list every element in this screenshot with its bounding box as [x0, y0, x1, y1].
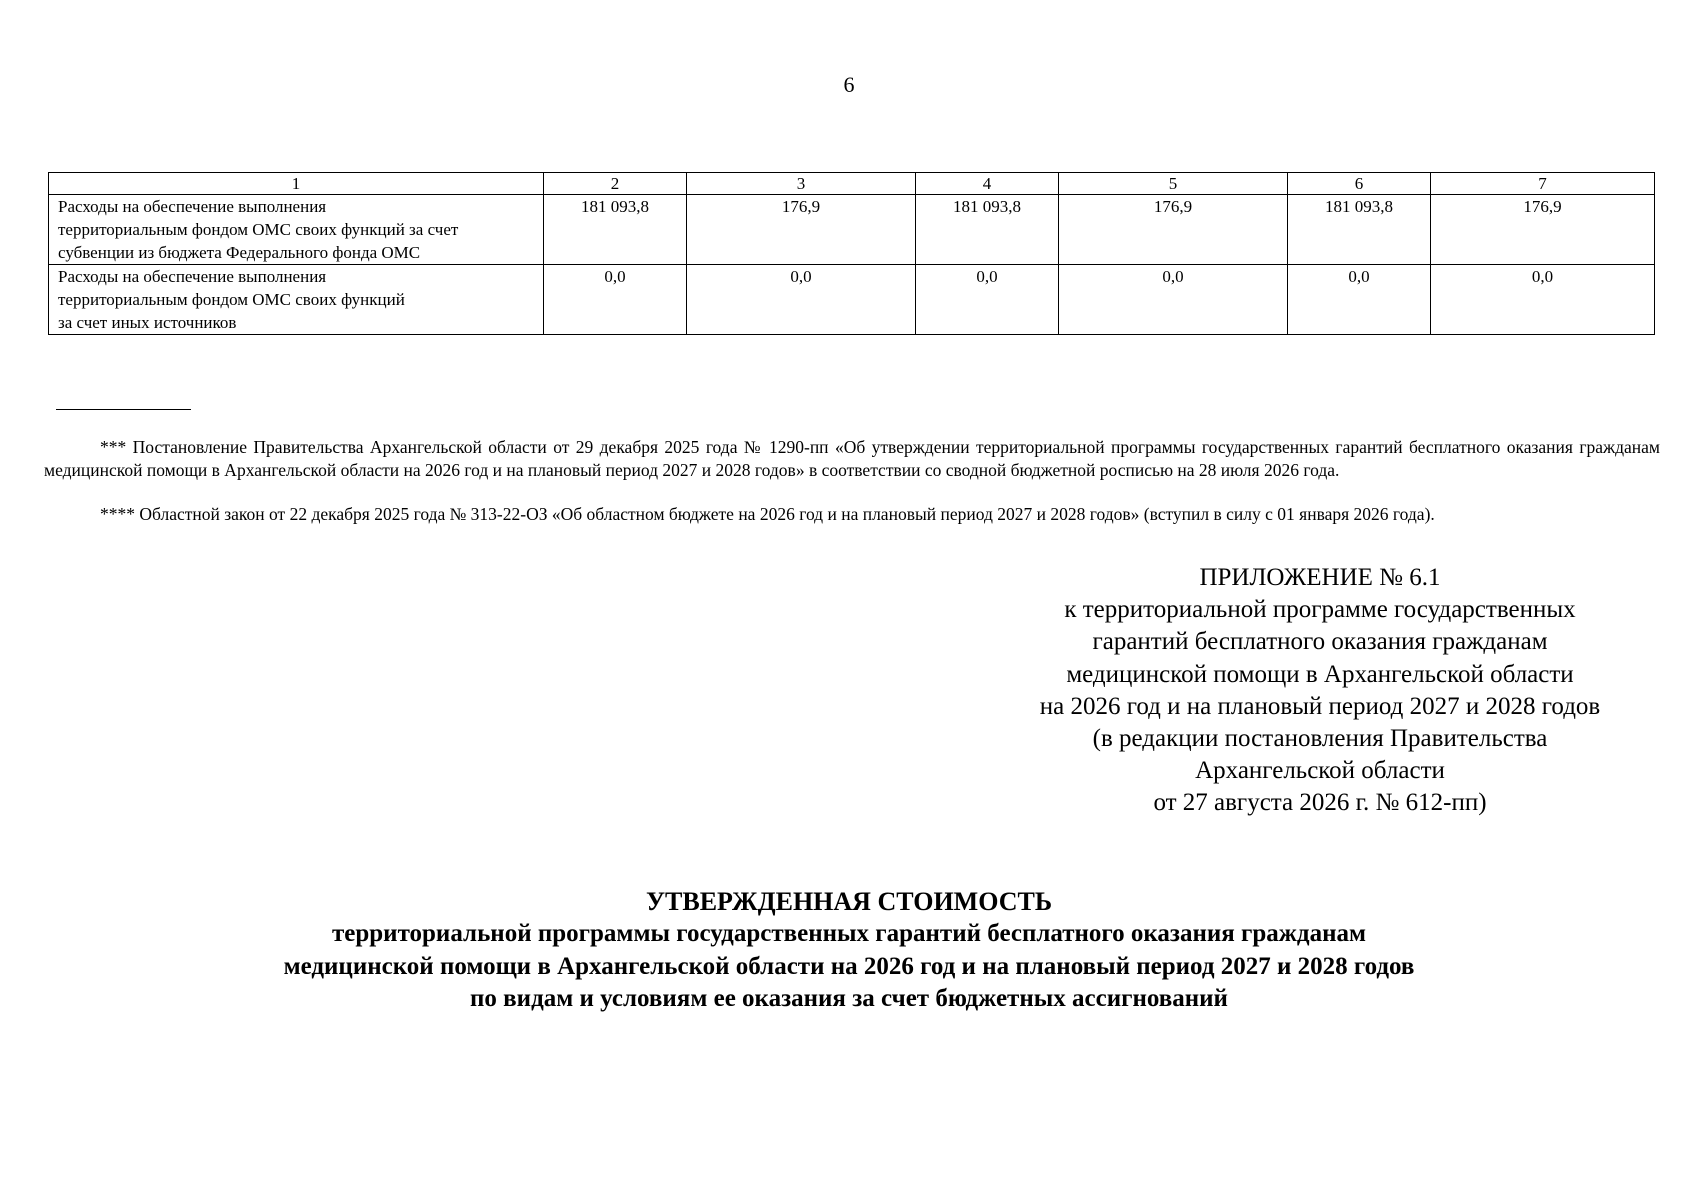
- appendix-line: (в редакции постановления Правительства: [1092, 725, 1548, 753]
- row-label-cell: [49, 195, 544, 265]
- row-label-line: за счет иных источников: [58, 313, 237, 332]
- value-cell: 176,9: [1431, 195, 1655, 265]
- value-cell: 0,0: [1431, 265, 1655, 335]
- heading-title: УТВЕРЖДЕННАЯ СТОИМОСТЬ: [645, 887, 1053, 916]
- column-number-header: 5: [1059, 173, 1288, 195]
- column-number-header: 6: [1288, 173, 1431, 195]
- heading-subtitle-line: территориальной программы государственных гарантий бесплатного оказания гражданам: [331, 920, 1367, 947]
- appendix-line: Архангельской области: [1195, 757, 1445, 785]
- row-label-line: территориальным фондом ОМС своих функций за счет: [58, 220, 459, 239]
- column-number-header: 4: [916, 173, 1059, 195]
- value-cell: 181 093,8: [916, 195, 1059, 265]
- row-label-line: Расходы на обеспечение выполнения: [58, 267, 327, 286]
- appendix-line: на 2026 год и на плановый период 2027 и 2028 годов: [1039, 692, 1601, 720]
- footnote-government-resolution: *** Постановление Правительства Архангельской области от 29 декабря 2025 года № 1290-пп «Об утверждении территориальной программы государственных гарантий бесплатного оказания гражданам медицинской помощи в Архангельской области на 2026 год и на плановый период 2027 и 2028 годов» в соответствии со сводной бюджетной росписью на 28 июля 2026 года.: [44, 437, 1660, 480]
- table-row: [49, 195, 1655, 265]
- appendix-line: медицинской помощи в Архангельской области: [1066, 660, 1574, 688]
- row-label-line: субвенции из бюджета Федерального фонда ОМС: [58, 243, 421, 262]
- column-number-header: 7: [1431, 173, 1655, 195]
- appendix-reference-block: [980, 562, 1660, 820]
- value-cell: 181 093,8: [544, 195, 687, 265]
- column-number-header: 3: [687, 173, 916, 195]
- row-label-line: Расходы на обеспечение выполнения: [58, 197, 327, 216]
- footnote-regional-law: **** Областной закон от 22 декабря 2025 года № 313-22-ОЗ «Об областном бюджете на 2026 год и на плановый период 2027 и 2028 годов» (вступил в силу с 01 января 2026 года).: [100, 504, 1435, 524]
- page-number: 6: [843, 72, 855, 97]
- heading-subtitle-line: медицинской помощи в Архангельской области на 2026 год и на плановый период 2027 и 2028 годов: [283, 952, 1415, 980]
- appendix-line: гарантий бесплатного оказания гражданам: [1092, 628, 1548, 656]
- value-cell: 0,0: [1059, 265, 1288, 335]
- value-cell: 0,0: [687, 265, 916, 335]
- appendix-title: ПРИЛОЖЕНИЕ № 6.1: [1199, 564, 1441, 591]
- heading-subtitle-line: по видам и условиям ее оказания за счет бюджетных ассигнований: [470, 985, 1228, 1012]
- appendix-line: к территориальной программе государственных: [1064, 596, 1576, 624]
- column-number-header: 1: [49, 173, 544, 195]
- footnote-separator: [56, 409, 191, 410]
- table-header-row: [49, 173, 1655, 195]
- row-label-cell: [49, 265, 544, 335]
- table-row: [49, 265, 1655, 335]
- column-number-header: 2: [544, 173, 687, 195]
- value-cell: 0,0: [544, 265, 687, 335]
- value-cell: 176,9: [687, 195, 916, 265]
- value-cell: 176,9: [1059, 195, 1288, 265]
- continuation-table: [48, 172, 1655, 335]
- value-cell: 181 093,8: [1288, 195, 1431, 265]
- value-cell: 0,0: [916, 265, 1059, 335]
- row-label-line: территориальным фондом ОМС своих функций: [58, 290, 405, 309]
- appendix-line: от 27 августа 2026 г. № 612-пп): [1153, 789, 1487, 817]
- value-cell: 0,0: [1288, 265, 1431, 335]
- document-heading: [0, 885, 1698, 1016]
